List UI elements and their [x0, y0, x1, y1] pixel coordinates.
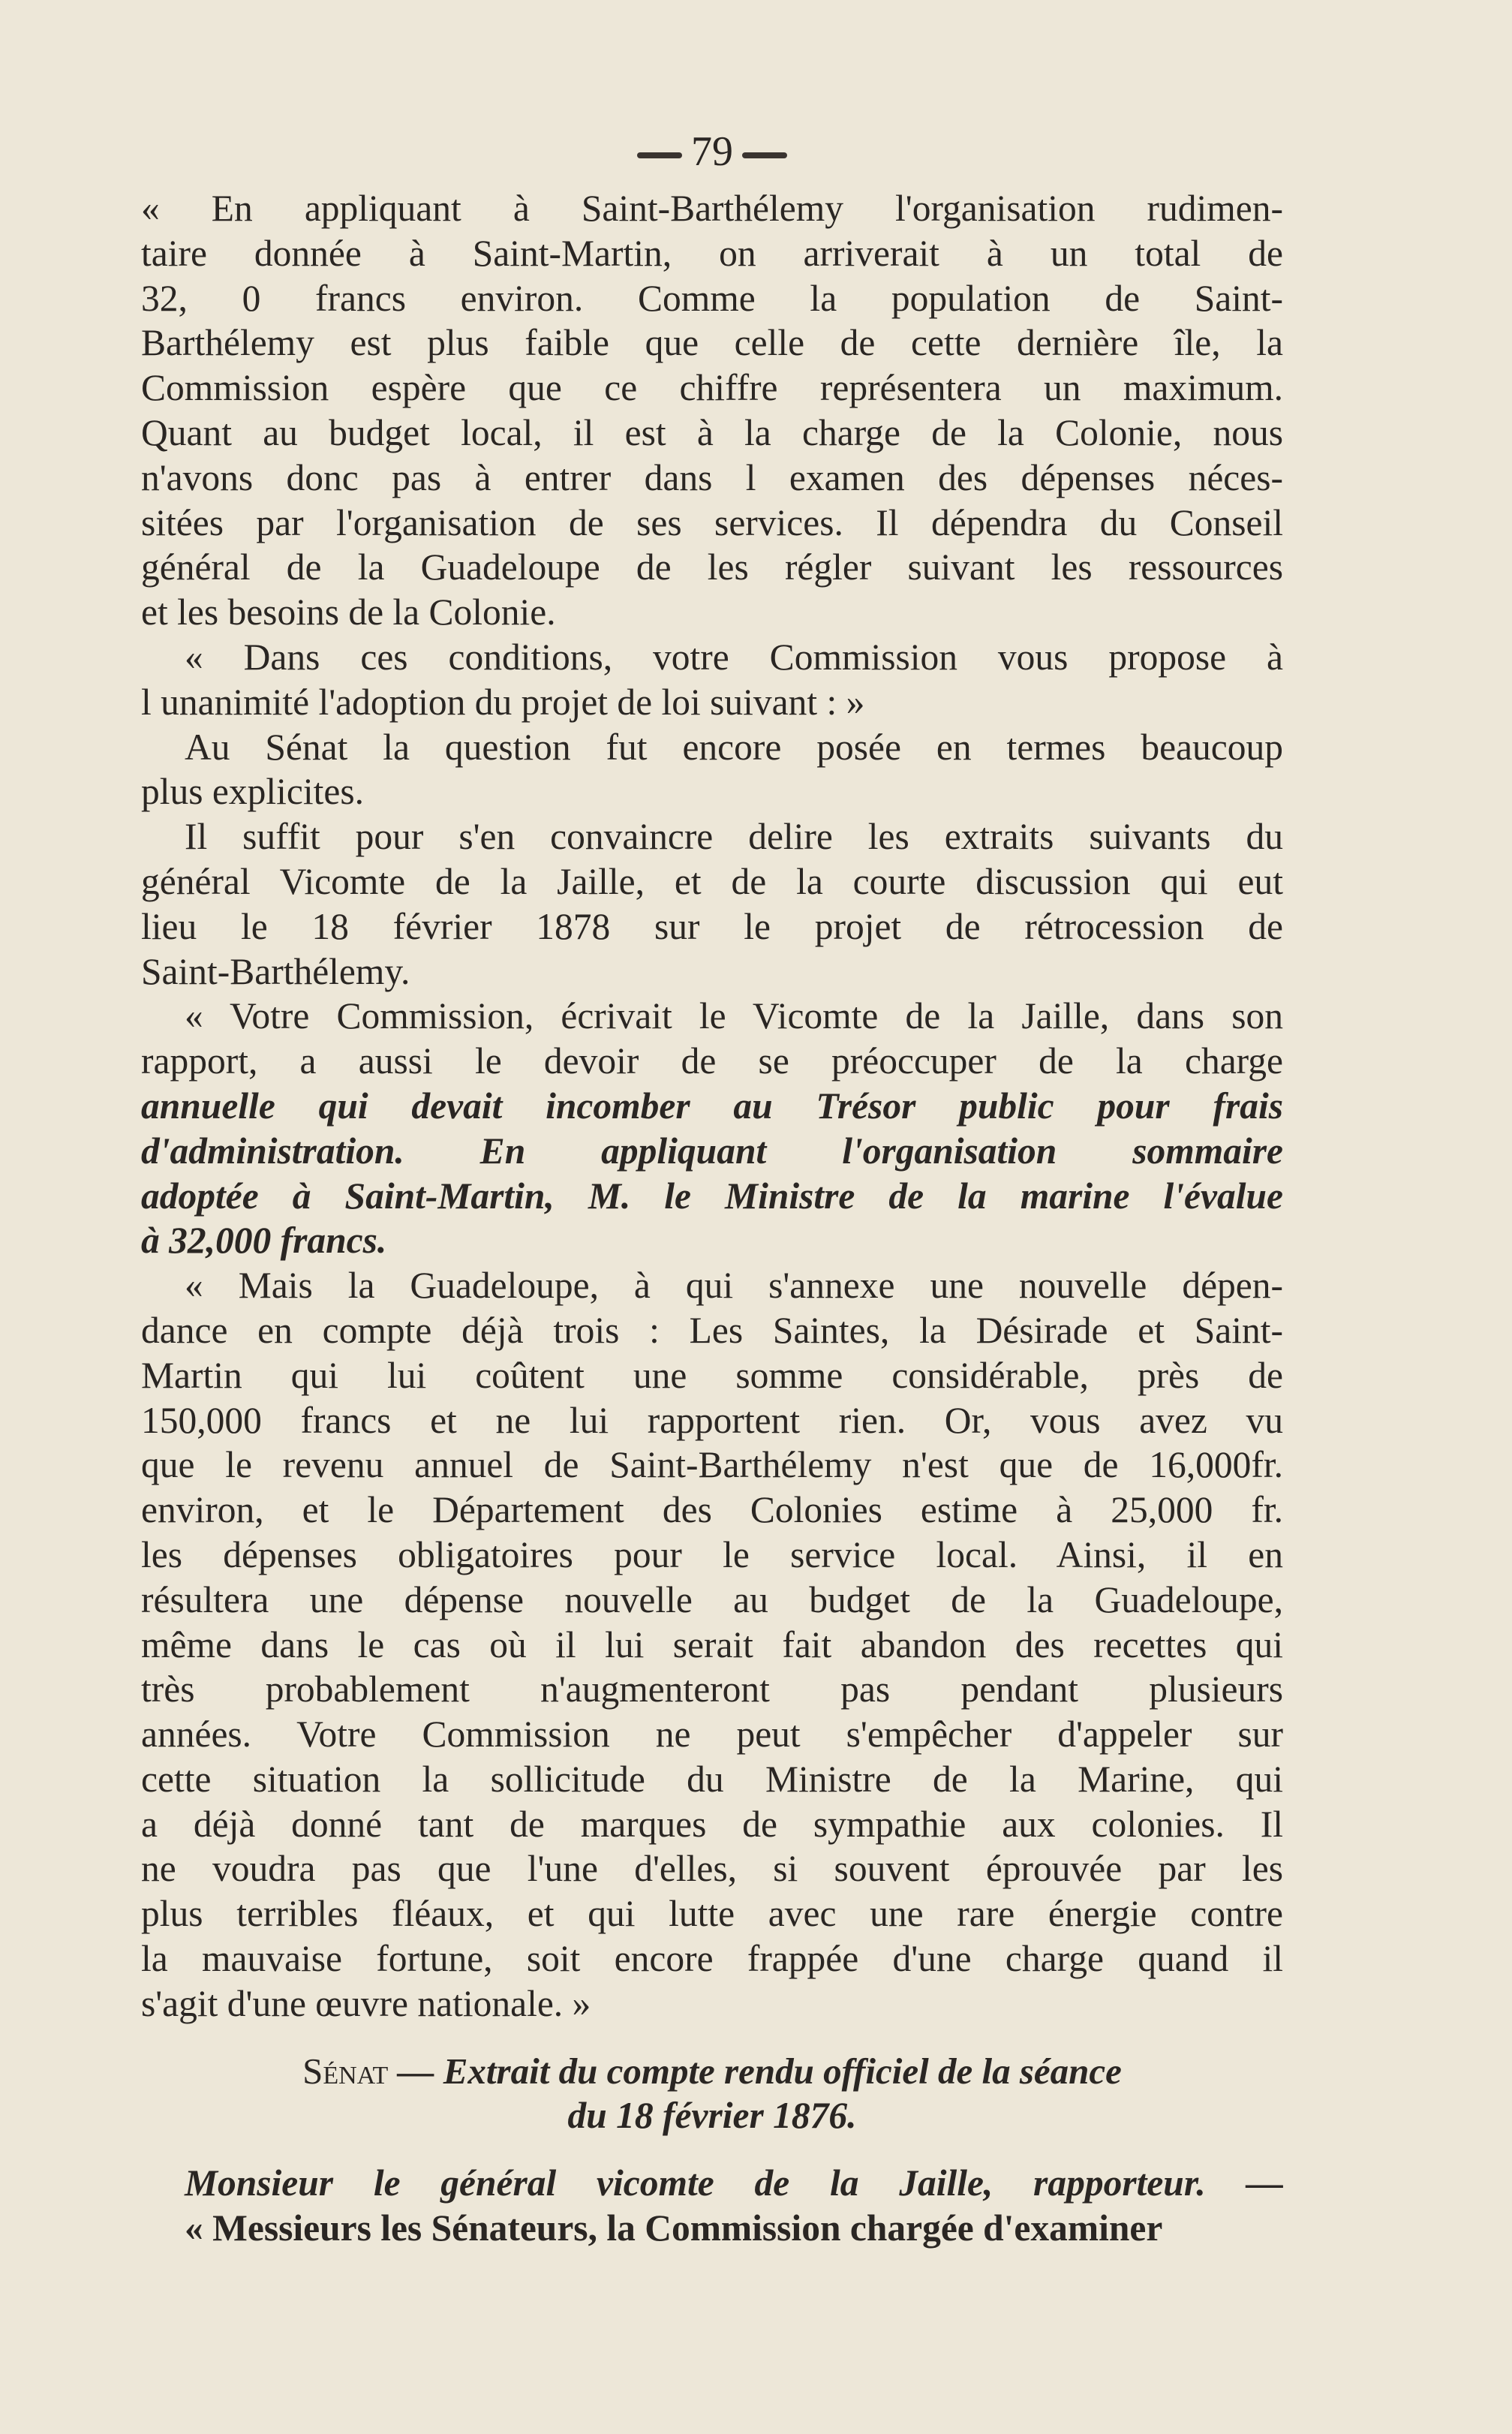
text-line: annuelle qui devait incomber au Trésor public pour frais — [141, 1085, 1283, 1127]
speaker-line: Monsieur le général vicomte de la Jaille, rapporteur. — — [185, 2162, 1283, 2204]
text-line: 150,000 francs et ne lui rapportent rien. Or, vous avez vu — [141, 1399, 1283, 1441]
text-line: à 32,000 francs. — [141, 1220, 387, 1262]
text-line: rapport, a aussi le devoir de se préoccuper de la charge — [141, 1040, 1283, 1082]
page-number: 79 — [141, 128, 1283, 176]
text-line: taire donnée à Saint-Martin, on arriverait à un total de — [141, 232, 1283, 274]
text-line: général de la Guadeloupe de les régler suivant les ressources — [141, 546, 1283, 588]
text-line: Il suffit pour s'en convaincre delire les extraits suivants du — [185, 816, 1283, 858]
text-column — [141, 128, 1283, 2251]
text-line: plus explicites. — [141, 771, 364, 813]
text-line: s'agit d'une œuvre nationale. » — [141, 1982, 591, 2024]
text-line: Saint-Barthélemy. — [141, 950, 410, 992]
text-line: les dépenses obligatoires pour le service local. Ainsi, il en — [141, 1533, 1283, 1575]
text-line: « Messieurs les Sénateurs, la Commission chargée d'examiner — [185, 2207, 1163, 2249]
heading-text: — Extrait du compte rendu officiel de la séance — [388, 2050, 1122, 2092]
text-line: général Vicomte de la Jaille, et de la courte discussion qui eut — [141, 860, 1283, 902]
text-line: a déjà donné tant de marques de sympathie aux colonies. Il — [141, 1803, 1283, 1845]
text-line: dance en compte déjà trois : Les Saintes, la Désirade et Saint- — [141, 1309, 1283, 1351]
text-line: résultera une dépense nouvelle au budget de la Guadeloupe, — [141, 1578, 1283, 1620]
text-line: Quant au budget local, il est à la charge de la Colonie, nous — [141, 411, 1283, 453]
text-line: 32, 0 francs environ. Comme la population de Saint- — [141, 277, 1283, 319]
text-line: la mauvaise fortune, soit encore frappée d'une charge quand il — [141, 1938, 1283, 1980]
text-line: Commission espère que ce chiffre représentera un maximum. — [141, 367, 1283, 409]
text-line: « Dans ces conditions, votre Commission vous propose à — [185, 636, 1283, 678]
text-line: n'avons donc pas à entrer dans l examen des dépenses néces- — [141, 456, 1283, 498]
text-line: « En appliquant à Saint-Barthélemy l'organisation rudimen- — [141, 188, 1283, 229]
text-line: environ, et le Département des Colonies estime à 25,000 fr. — [141, 1489, 1283, 1531]
section-heading-date: du 18 février 1876. — [567, 2095, 857, 2137]
text-line: Au Sénat la question fut encore posée en termes beaucoup — [185, 726, 1283, 768]
spacer — [141, 2026, 1283, 2049]
text-line: cette situation la sollicitude du Ministre de la Marine, qui — [141, 1758, 1283, 1800]
text-line: plus terribles fléaux, et qui lutte avec une rare énergie contre — [141, 1893, 1283, 1935]
text-line: « Mais la Guadeloupe, à qui s'annexe une nouvelle dépen- — [185, 1265, 1283, 1307]
text-line: années. Votre Commission ne peut s'empêcher d'appeler sur — [141, 1713, 1283, 1756]
text-line: très probablement n'augmenteront pas pendant plusieurs — [141, 1668, 1283, 1710]
text-line: Barthélemy est plus faible que celle de cette dernière île, la — [141, 322, 1283, 364]
section-heading — [141, 2049, 1283, 2094]
text-line: d'administration. En appliquant l'organisation sommaire — [141, 1130, 1283, 1172]
text-line: l unanimité l'adoption du projet de loi suivant : » — [141, 681, 865, 723]
heading-label: Sénat — [302, 2050, 389, 2092]
text-line: et les besoins de la Colonie. — [141, 591, 556, 633]
text-line: lieu le 18 février 1878 sur le projet de rétrocession de — [141, 905, 1283, 947]
text-line: que le revenu annuel de Saint-Barthélemy n'est que de 16,000fr. — [141, 1444, 1283, 1486]
spacer — [141, 2138, 1283, 2161]
text-line: adoptée à Saint-Martin, M. le Ministre de la marine l'évalue — [141, 1175, 1283, 1217]
text-line: « Votre Commission, écrivait le Vicomte de la Jaille, dans son — [185, 995, 1283, 1037]
text-line: même dans le cas où il lui serait fait abandon des recettes qui — [141, 1623, 1283, 1665]
text-line: sitées par l'organisation de ses services. Il dépendra du Conseil — [141, 501, 1283, 543]
text-line: Martin qui lui coûtent une somme considérable, près de — [141, 1354, 1283, 1396]
text-line: ne voudra pas que l'une d'elles, si souvent éprouvée par les — [141, 1848, 1283, 1890]
